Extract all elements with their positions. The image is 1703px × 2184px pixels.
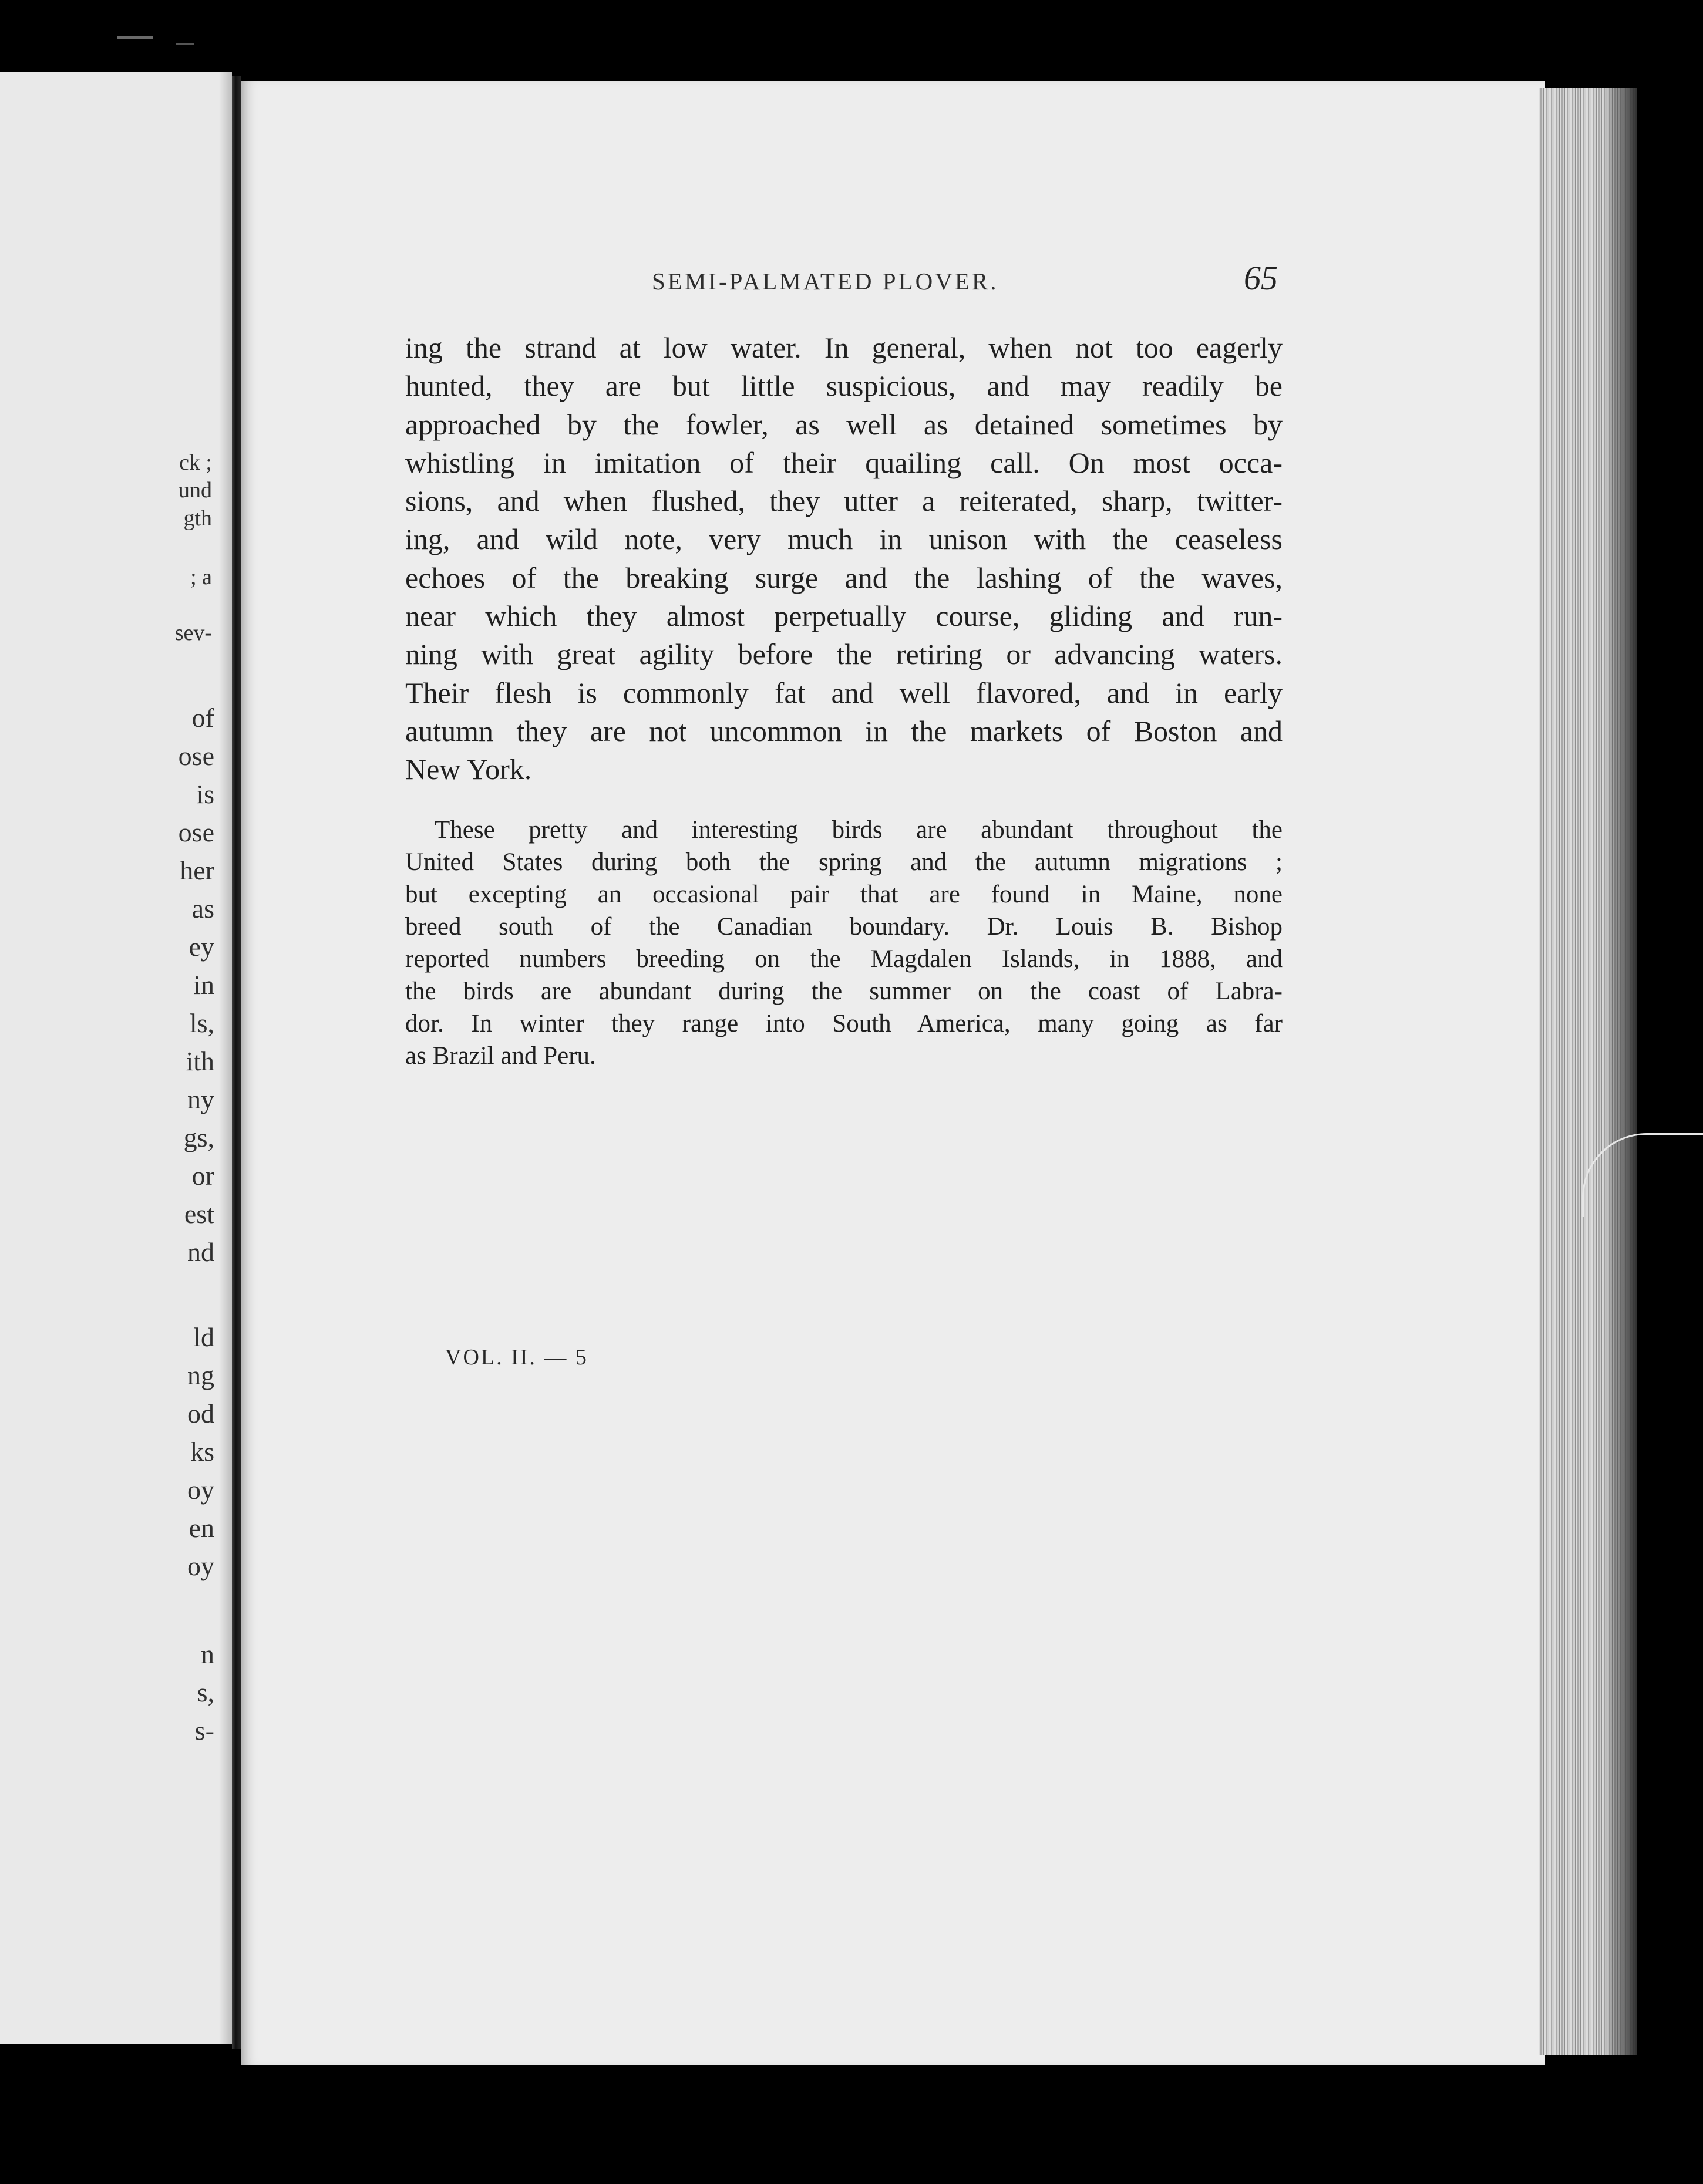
left-page-line-fragment: of xyxy=(191,703,214,733)
left-page-line-fragment: en xyxy=(189,1513,214,1543)
left-page-line-fragment: est xyxy=(184,1199,214,1229)
left-page-line-fragment: ny xyxy=(187,1084,214,1114)
left-page-line-fragment: her xyxy=(180,855,214,885)
scan-artifact-top xyxy=(117,36,153,39)
page-number: 65 xyxy=(1244,259,1278,297)
note-paragraph-line: These pretty and interesting birds are abundant throughout the xyxy=(435,816,1283,844)
left-page-line-fragment: gth xyxy=(183,506,212,531)
main-paragraph-line: ning with great agility before the retiring or advancing waters. xyxy=(405,638,1283,671)
main-paragraph-line: approached by the fowler, as well as detained sometimes by xyxy=(405,407,1283,441)
left-page-line-fragment: as xyxy=(191,894,214,924)
main-paragraph-line: hunted, they are but little suspicious, and may readily be xyxy=(405,369,1283,403)
main-paragraph-line: ing, and wild note, very much in unison with the ceaseless xyxy=(405,523,1283,556)
main-paragraph-line: Their flesh is commonly fat and well flavored, and in early xyxy=(405,676,1283,709)
signature-mark: VOL. II. — 5 xyxy=(445,1345,588,1370)
main-paragraph-line: whistling in imitation of their quailing call. On most occa- xyxy=(405,446,1283,479)
note-paragraph-line: breed south of the Canadian boundary. Dr. Louis B. Bishop xyxy=(405,913,1283,941)
left-page-line-fragment: or xyxy=(191,1161,214,1191)
left-page-line-fragment: ls, xyxy=(189,1008,214,1038)
left-page-line-fragment: ith xyxy=(186,1046,214,1076)
left-page-line-fragment: in xyxy=(193,970,214,1000)
left-page-line-fragment: ld xyxy=(193,1322,214,1352)
left-page-line-fragment: gs, xyxy=(183,1123,214,1152)
main-paragraph-line: autumn they are not uncommon in the markets of Boston and xyxy=(405,714,1283,747)
note-paragraph-line: as Brazil and Peru. xyxy=(405,1042,596,1070)
left-page-line-fragment: od xyxy=(187,1398,214,1428)
note-paragraph-line: reported numbers breeding on the Magdalen Islands, in 1888, and xyxy=(405,945,1283,973)
note-paragraph-line: the birds are abundant during the summer on the coast of Labra- xyxy=(405,978,1283,1005)
left-page-line-fragment: sev- xyxy=(174,621,212,645)
left-page-line-fragment: is xyxy=(196,779,214,809)
left-page-line-fragment: oy xyxy=(187,1475,214,1505)
left-page-line-fragment: s- xyxy=(194,1715,214,1745)
left-page-line-fragment: ; a xyxy=(190,565,212,589)
main-paragraph xyxy=(405,329,1283,789)
left-page-line-fragment: ng xyxy=(187,1360,214,1390)
note-paragraph-line: but excepting an occasional pair that are found in Maine, none xyxy=(405,881,1283,908)
left-page-line-fragment: ey xyxy=(189,932,214,962)
left-page-line-fragment: s, xyxy=(197,1677,214,1707)
left-page-line-fragment: n xyxy=(201,1639,214,1669)
main-paragraph-line: ing the strand at low water. In general, when not too eagerly xyxy=(405,331,1283,364)
left-page-line-fragment: ks xyxy=(190,1437,214,1467)
main-paragraph-line: near which they almost perpetually course, gliding and run- xyxy=(405,599,1283,633)
left-page-line-fragment: nd xyxy=(187,1237,214,1267)
running-head: SEMI-PALMATED PLOVER. xyxy=(652,268,999,295)
scan-artifact-top-2 xyxy=(176,43,194,45)
page-edges-shadow xyxy=(1602,88,1637,2055)
main-paragraph-line: sions, and when flushed, they utter a reiterated, sharp, twitter- xyxy=(405,484,1283,518)
left-page-line-fragment: ose xyxy=(178,741,214,771)
left-page-line-fragment: ck ; xyxy=(179,450,212,475)
left-page xyxy=(0,72,232,2044)
main-paragraph-line: echoes of the breaking surge and the lashing of the waves, xyxy=(405,561,1283,594)
note-paragraph xyxy=(405,814,1283,1072)
left-page-line-fragment: und xyxy=(179,478,212,503)
left-page-line-fragment: oy xyxy=(187,1551,214,1581)
main-paragraph-line: New York. xyxy=(405,753,532,786)
left-page-line-fragment: ose xyxy=(178,817,214,847)
note-paragraph-line: United States during both the spring and the autumn migrations ; xyxy=(405,848,1283,876)
gutter-shadow xyxy=(219,72,232,2044)
page-edges xyxy=(1539,88,1637,2055)
note-paragraph-line: dor. In winter they range into South America, many going as far xyxy=(405,1010,1283,1037)
book-spine xyxy=(232,76,241,2049)
